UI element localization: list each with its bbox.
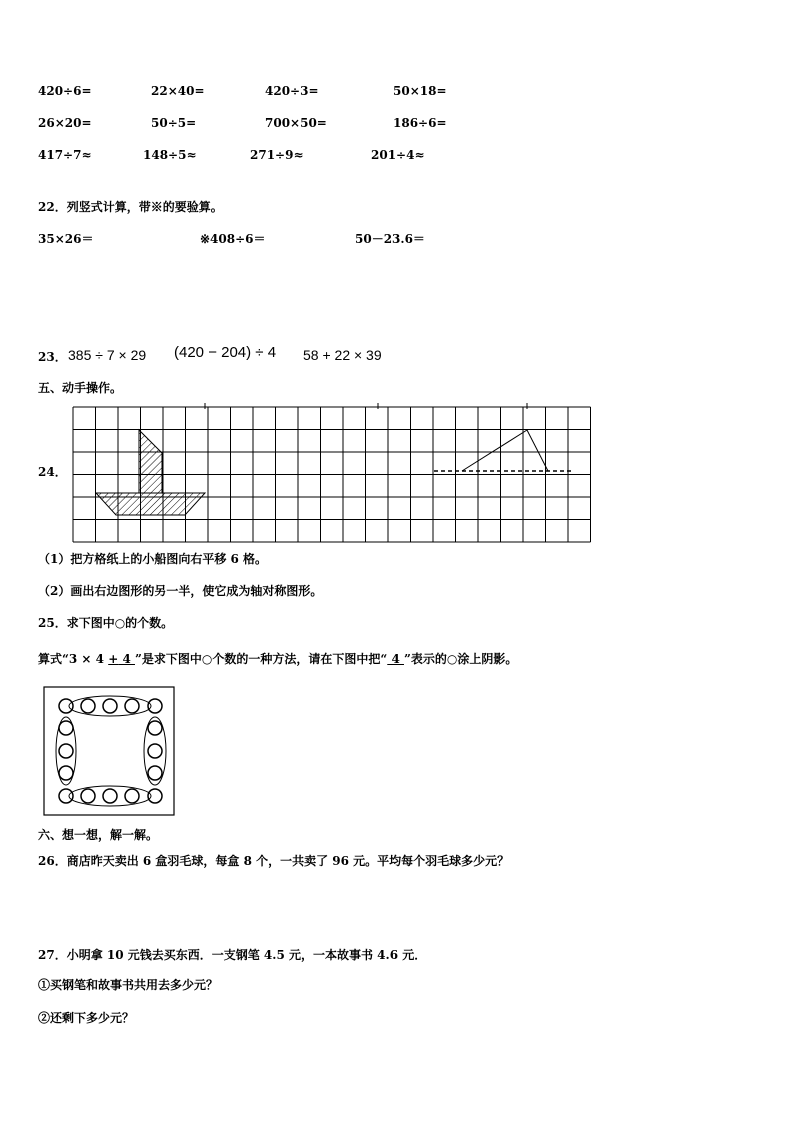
calc-item: 186÷6= — [393, 116, 447, 130]
q27-sub1: ①买钢笔和故事书共用去多少元？ — [38, 978, 219, 992]
q27-sub2: ②还剩下多少元？ — [38, 1011, 135, 1025]
small-circle — [81, 789, 95, 803]
calc-item: 420÷6= — [38, 84, 92, 98]
calc-item: 201÷4≈ — [371, 148, 425, 162]
small-circle — [125, 789, 139, 803]
q23-expression: 58 + 22 × 39 — [303, 347, 382, 363]
calc-item: 148÷5≈ — [143, 148, 197, 162]
q25-square-frame — [44, 687, 174, 815]
calc-item: 26×20= — [38, 116, 92, 130]
q24-sub1: （1）把方格纸上的小船图向右平移 6 格。 — [38, 552, 268, 566]
calc-item: 417÷7≈ — [38, 148, 92, 162]
small-circle — [103, 789, 117, 803]
q22-item: ※408÷6＝ — [200, 232, 266, 246]
section-title: 五、动手操作。 — [38, 381, 123, 395]
small-circle — [148, 721, 162, 735]
small-circle — [59, 789, 73, 803]
calc-item: 22×40= — [151, 84, 205, 98]
q25-blank-four: 4 — [387, 652, 404, 666]
q24-number: 24． — [38, 465, 67, 479]
small-circle — [59, 721, 73, 735]
calc-item: 420÷3= — [265, 84, 319, 98]
q27-text: 27．小明拿 10 元钱去买东西．一支钢笔 4.5 元，一本故事书 4.6 元． — [38, 948, 427, 962]
small-circle — [59, 699, 73, 713]
small-circle — [148, 789, 162, 803]
q22-item: 50－23.6＝ — [355, 232, 425, 246]
calc-item: 50×18= — [393, 84, 447, 98]
q26-text: 26．商店昨天卖出 6 盒羽毛球，每盒 8 个，一共卖了 96 元。平均每个羽毛球多少元？ — [38, 854, 510, 868]
q23-number: 23． — [38, 350, 67, 364]
small-circle — [125, 699, 139, 713]
calc-item: 700×50= — [265, 116, 327, 130]
small-circle — [148, 766, 162, 780]
q25-text: ”是求下图中○个数的一种方法，请在下图中把“ — [134, 652, 388, 666]
triangle-axis — [527, 430, 548, 471]
triangle-side — [462, 430, 527, 471]
small-circle — [59, 766, 73, 780]
section-title: 六、想一想，解一解。 — [38, 828, 159, 842]
q22-title: 22．列竖式计算，带※的要验算。 — [38, 200, 223, 214]
small-circle — [81, 699, 95, 713]
q25-circles — [59, 699, 162, 803]
q25-formula: 3 × 4 — [68, 652, 109, 666]
q23-expression: 385 ÷ 7 × 29 — [68, 347, 147, 363]
boat-sail — [139, 430, 162, 493]
boat-hull — [96, 493, 205, 515]
small-circle — [148, 699, 162, 713]
q25-text: ”表示的○涂上阴影。 — [403, 652, 518, 666]
small-circle — [148, 744, 162, 758]
q24-sub2: （2）画出右边图形的另一半，使它成为轴对称图形。 — [38, 584, 323, 598]
q25-title: 25．求下图中○的个数。 — [38, 616, 174, 630]
small-circle — [59, 744, 73, 758]
q22-item: 35×26＝ — [38, 232, 94, 246]
q25-formula-four: 4 — [118, 652, 135, 666]
small-circle — [103, 699, 117, 713]
calc-item: 271÷9≈ — [250, 148, 304, 162]
q25-formula-plus: + — [108, 652, 119, 666]
q23-expression: (420 − 204) ÷ 4 — [174, 344, 277, 361]
q25-instruction — [38, 652, 517, 666]
q25-text: 算式“ — [38, 652, 69, 666]
calc-item: 50÷5= — [151, 116, 197, 130]
